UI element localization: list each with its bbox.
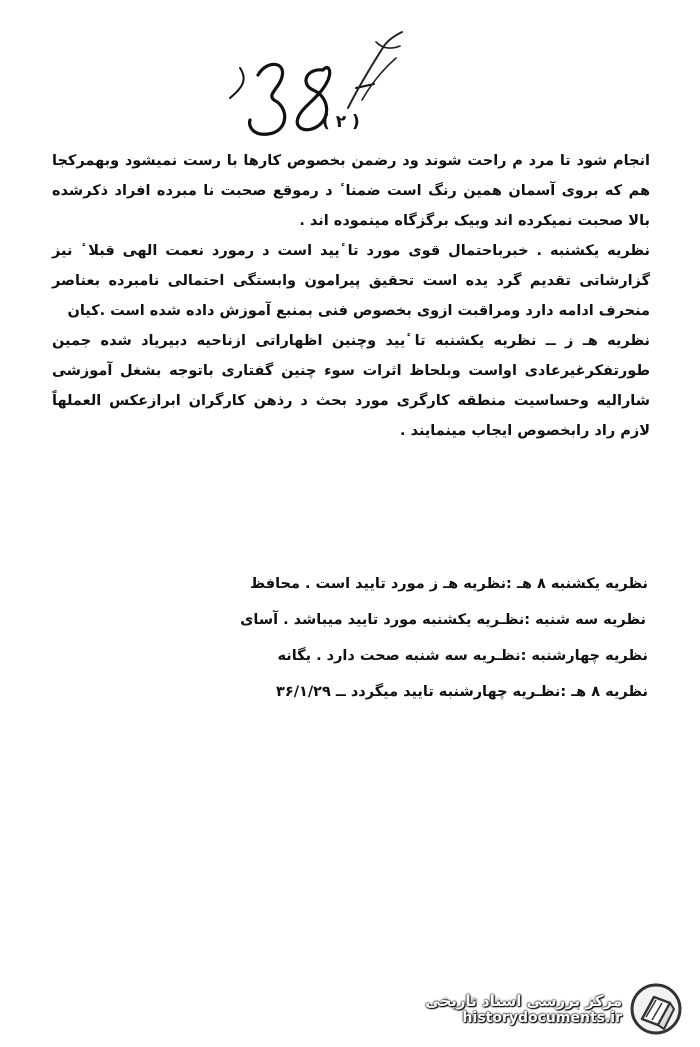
page-number: ( ۲ ) (322, 112, 360, 132)
watermark (425, 979, 682, 1039)
watermark-url: historydocuments.ir (462, 1010, 622, 1026)
book-logo-icon (630, 983, 682, 1035)
opinion-line: نظریه یکشنبه ۸ هـ :نظریه هـ ز مورد تایید است . محافظ (250, 576, 648, 592)
watermark-text (425, 992, 622, 1026)
opinion-line: نظریه چهارشنبه :نظـریه سه شنبه صحت دارد . یگانه (277, 648, 648, 664)
opinions-list (100, 566, 648, 710)
paragraph-hz-opinion: نظریه هـ ز ــ نظریه یکشنبه تا ٔیید وچنین اظهاراتی ازناحیه دبیریاد شده جمین طورتفکرغیرعادی اواست وبلحاظ اثرات سوء چنین گفتاری باتوجه بشغل آموزشی شارالیه وحساسیت منطقه کارگری مورد بحث د رذهن کارگران ابرازعکس العملهاً لازم راد رابخصوص ایجاب مینمایند . (52, 333, 650, 439)
watermark-title: مرکز بررسی اسناد تاریخی (425, 992, 622, 1010)
opinion-line: نظریه سه شنبه :نظـریه یکشنبه مورد تایید میباشد . آسای (240, 612, 646, 628)
paragraph-sunday-opinion: نظریه یکشنبه . خبرباحتمال قوی مورد تا ٔیید است د رمورد نعمت الهی قبلا ٔ نیز گزارشاتی تقدیم گرد یده است تحقیق پیرامون وابستگی احتمالی نامبرده بعناصر منحرف ادامه دارد ومراقبت ازوی بخصوص فنی بمنبع آموزش داده شده است .کیان (52, 243, 650, 319)
handwritten-corner-mark (340, 28, 410, 118)
paragraph-intro: انجام شود تا مرد م راحت شوند ود رضمن بخصوص کارها با رست نمیشود وبهمرکجا هم که بروی آسمان همین رنگ است ضمنا ٔ د رموقع صحبت نا مبرده افراد ذکرشده بالا صحبت نمیکرده اند وبیک برگزگاه مینموده اند . (52, 153, 650, 229)
opinion-line: نظریه ۸ هـ :نظـریه چهارشنبه تایید میگردد ــ ۳۶/۱/۲۹ (276, 684, 648, 700)
document-body (52, 146, 650, 446)
